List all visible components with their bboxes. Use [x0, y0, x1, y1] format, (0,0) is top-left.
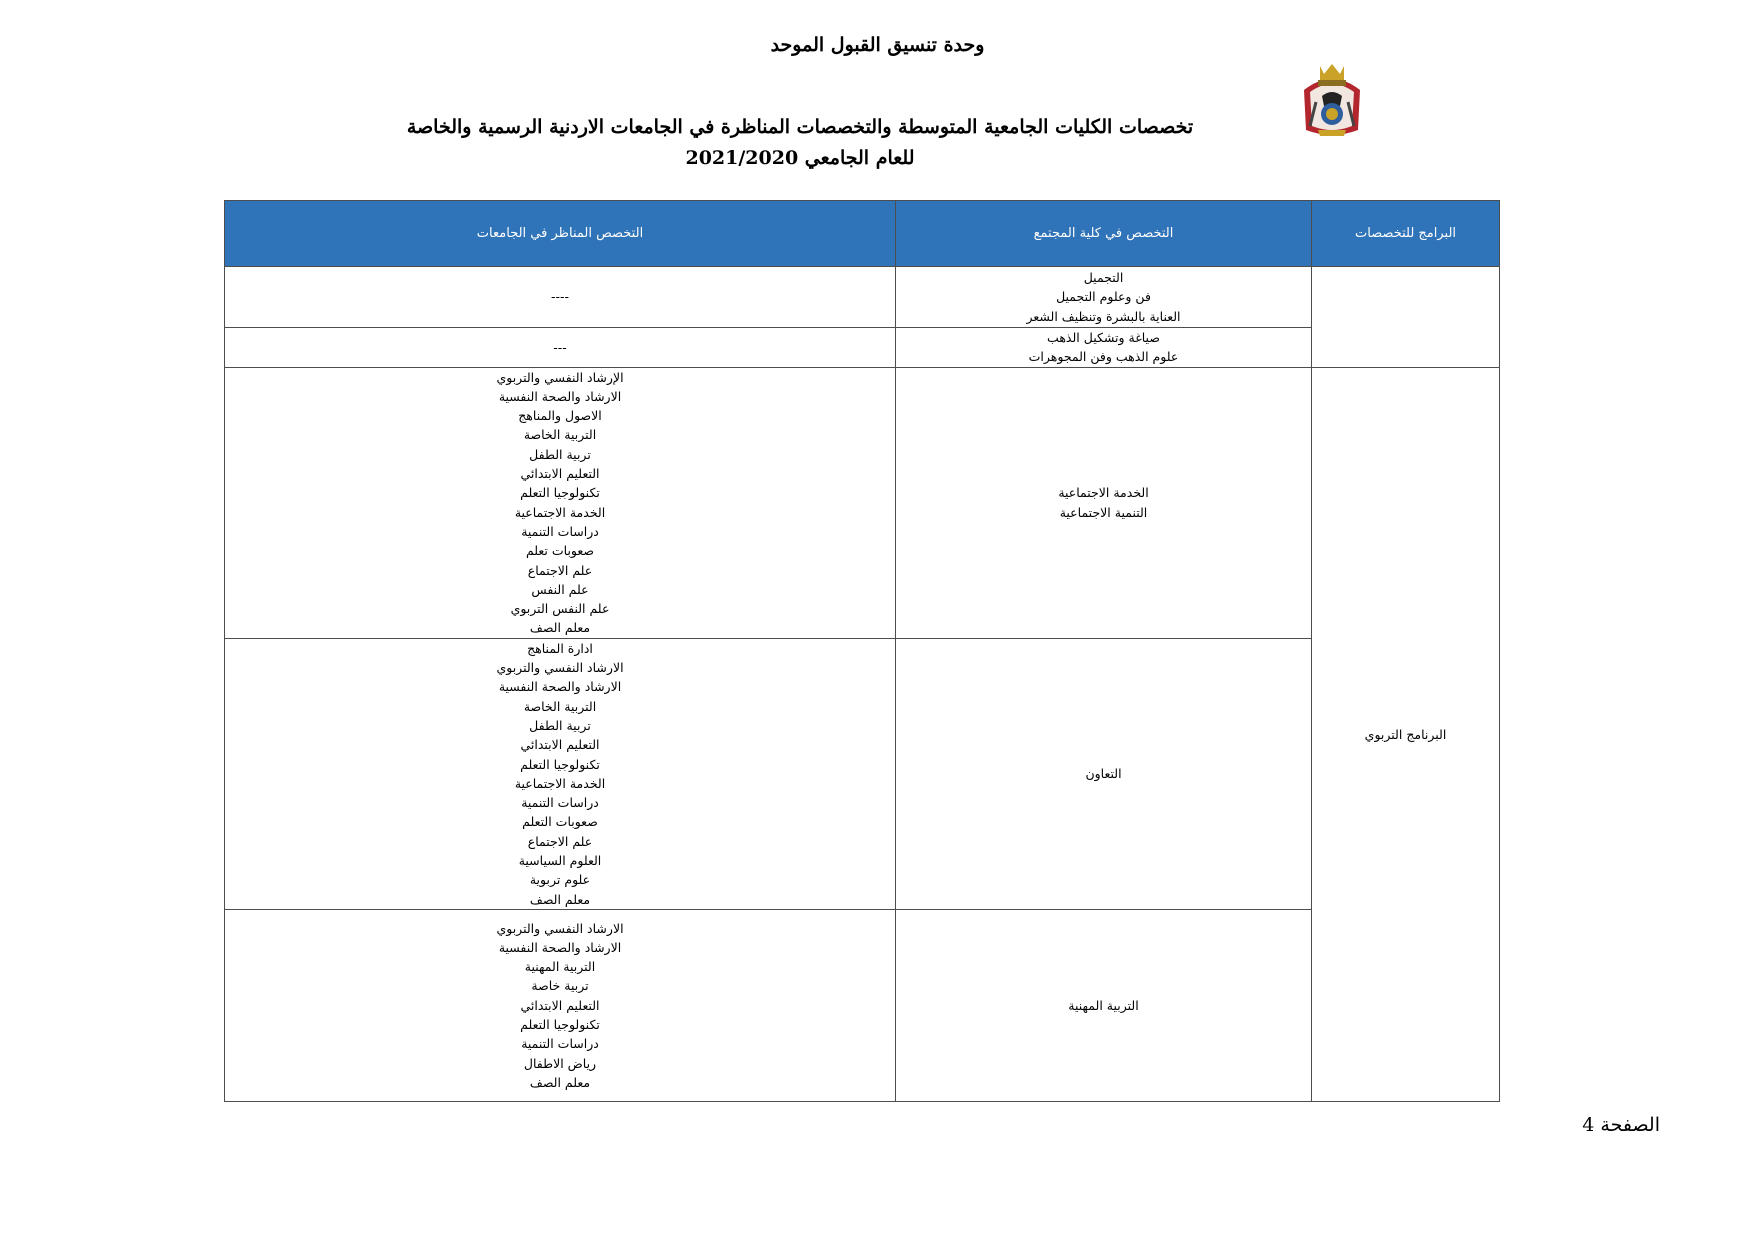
cell-line: صعوبات التعلم — [522, 814, 598, 830]
cell-line: صياغة وتشكيل الذهب — [1047, 330, 1160, 345]
cell-line: معلم الصف — [529, 620, 591, 636]
cell-line: الارشاد والصحة النفسية — [498, 388, 622, 404]
program-cell-empty — [1312, 267, 1500, 368]
table-row — [225, 638, 1500, 909]
cell-line: التربية الخاصة — [523, 427, 597, 443]
cell-line: الارشاد والصحة النفسية — [498, 679, 622, 695]
cell-line: تربية الطفل — [529, 446, 591, 462]
university-equivalent-cell — [225, 328, 896, 368]
document-title — [300, 112, 1300, 174]
cell-line: تربية الطفل — [529, 717, 591, 733]
title-line-1: تخصصات الكليات الجامعية المتوسطة والتخصصات المناظرة في الجامعات الاردنية الرسمية والخاصة — [406, 116, 1194, 138]
cell-line: الإرشاد النفسي والتربوي — [496, 369, 624, 385]
cell-line: --- — [553, 339, 567, 355]
cell-line: ادارة المناهج — [527, 640, 593, 656]
header-university-equivalent: التخصص المناظر في الجامعات — [225, 201, 896, 267]
jordan-coat-of-arms-icon — [1296, 60, 1368, 142]
table-row — [225, 367, 1500, 638]
cell-line: الارشاد النفسي والتربوي — [496, 660, 624, 676]
cell-line: الخدمة الاجتماعية — [1058, 485, 1149, 501]
college-specialty-cell — [896, 638, 1312, 909]
cell-line: رياض الاطفال — [523, 1055, 597, 1071]
table-row — [225, 909, 1500, 1101]
specialties-table — [224, 200, 1500, 1102]
cell-line: علم النفس التربوي — [510, 601, 610, 617]
cell-line: تكنولوجيا التعلم — [520, 1017, 600, 1033]
cell-line: التربية المهنية — [524, 959, 596, 975]
university-equivalent-cell — [225, 638, 896, 909]
cell-line: التعليم الابتدائي — [520, 737, 600, 753]
cell-line: التربية المهنية — [1068, 997, 1139, 1013]
college-specialty-cell — [896, 267, 1312, 328]
title-line-2: للعام الجامعي 2021/2020 — [685, 147, 915, 169]
cell-line: معلم الصف — [529, 1074, 591, 1090]
cell-line: الارشاد والصحة النفسية — [498, 939, 622, 955]
cell-line: فن وعلوم التجميل — [1056, 289, 1151, 305]
college-specialty-cell — [896, 367, 1312, 638]
cell-line: تكنولوجيا التعلم — [520, 485, 600, 501]
cell-line: التربية الخاصة — [523, 698, 597, 714]
cell-line: الارشاد النفسي والتربوي — [496, 920, 624, 936]
cell-line: التنمية الاجتماعية — [1059, 504, 1148, 520]
cell-line: علوم الذهب وفن المجوهرات — [1028, 349, 1179, 365]
college-specialty-cell — [896, 328, 1312, 368]
cell-line: علم النفس — [531, 581, 589, 597]
cell-line: علم الاجتماع — [527, 833, 593, 849]
table-row — [225, 328, 1500, 368]
cell-line: التجميل — [1083, 270, 1124, 286]
cell-line: صعوبات تعلم — [525, 543, 595, 559]
university-equivalent-cell — [225, 909, 896, 1101]
university-equivalent-cell — [225, 267, 896, 328]
cell-line: تكنولوجيا التعلم — [520, 756, 600, 772]
table-row — [225, 267, 1500, 328]
university-equivalent-cell — [225, 367, 896, 638]
header-college-specialty: التخصص في كلية المجتمع — [896, 201, 1312, 267]
cell-line: الخدمة الاجتماعية — [514, 504, 606, 520]
header-programs: البرامج للتخصصات — [1312, 201, 1500, 267]
cell-line: معلم الصف — [529, 891, 591, 907]
page-number: الصفحة 4 — [1582, 1114, 1660, 1136]
cell-line: التعليم الابتدائي — [520, 997, 600, 1013]
cell-line: ---- — [550, 289, 570, 305]
cell-line: الخدمة الاجتماعية — [514, 775, 606, 791]
unit-title: وحدة تنسيق القبول الموحد — [770, 34, 985, 56]
cell-line: علم الاجتماع — [527, 562, 593, 578]
cell-line: دراسات التنمية — [521, 1036, 599, 1052]
college-specialty-cell — [896, 909, 1312, 1101]
program-cell: البرنامج التربوي — [1312, 367, 1500, 1101]
table-header-row — [225, 201, 1500, 267]
cell-line: علوم تربوية — [529, 872, 591, 888]
cell-line: التعاون — [1085, 766, 1122, 782]
cell-line: تربية خاصة — [531, 978, 589, 994]
cell-line: الاصول والمناهج — [518, 408, 602, 424]
cell-line: دراسات التنمية — [521, 523, 599, 539]
cell-line: التعليم الابتدائي — [520, 466, 600, 482]
cell-line: دراسات التنمية — [521, 795, 599, 811]
cell-line: العناية بالبشرة وتنظيف الشعر — [1026, 308, 1181, 324]
cell-line: العلوم السياسية — [518, 853, 602, 869]
